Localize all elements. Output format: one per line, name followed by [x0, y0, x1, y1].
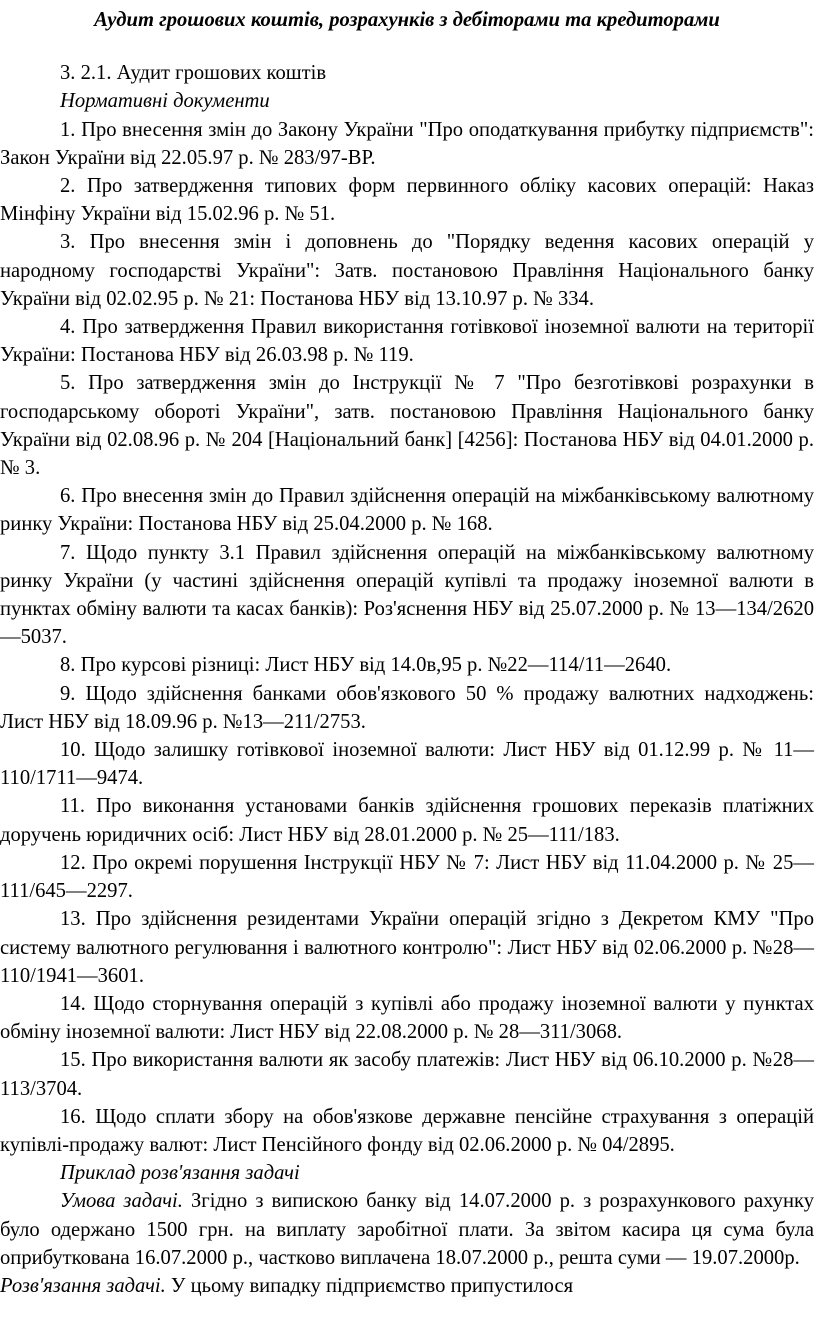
section-heading: 3. 2.1. Аудит грошових коштів [60, 62, 327, 85]
list-item: 10. Щодо залишку готівкової іноземної валюти: Лист НБУ від 01.12.99 р. № 11—110/1711—9474. [0, 739, 814, 790]
solution-label: Розв'язання задачі. [0, 1274, 166, 1297]
condition-label: Умова задачі. [60, 1190, 183, 1213]
example-heading: Приклад розв'язання задачі [60, 1162, 300, 1185]
list-item: 16. Щодо сплати збору на обов'язкове державне пенсійне страхування з операцій купівлі-продажу валют: Лист Пенсійного фонду від 02.06.2000 р. № 04/2895. [0, 1105, 814, 1156]
solution-text: У цьому випадку підприємство припустилося [165, 1274, 574, 1297]
list-item: 5. Про затвердження змін до Інструкції № 7 "Про безготівкові розрахунки в господарському обороті України", затв. постановою Правління Національного банку України від 02.08.96 р. № 204 [Національний банк] [4256]: Постанова НБУ від 04.01.2000 р. № 3. [0, 372, 814, 480]
page-title: Аудит грошових коштів, розрахунків з дебіторами та кредиторами [94, 9, 720, 31]
section-subheading: Нормативні документи [60, 90, 270, 113]
list-item: 9. Щодо здійснення банками обов'язкового 50 % продажу валютних надходжень: Лист НБУ від 18.09.96 р. №13—211/2753. [0, 682, 814, 733]
example-condition [0, 1187, 814, 1272]
list-item: 4. Про затвердження Правил використання готівкової іноземної валюти на території України: Постанова НБУ від 26.03.98 р. № 119. [0, 316, 814, 367]
list-item: 15. Про використання валюти як засобу платежів: Лист НБУ від 06.10.2000 р. №28—113/3704. [0, 1049, 814, 1100]
list-item: 6. Про внесення змін до Правил здійснення операцій на міжбанківському валютному ринку України: Постанова НБУ від 25.04.2000 р. № 168. [0, 485, 814, 536]
list-item: 14. Щодо сторнування операцій з купівлі або продажу іноземної валюти у пунктах обміну іноземної валюти: Лист НБУ від 22.08.2000 р. № 28—311/3068. [0, 992, 814, 1044]
list-item: 13. Про здійснення резидентами України операцій згідно з Декретом КМУ "Про систему валютного регулювання і валютного контролю": Лист НБУ від 02.06.2000 р. №28— 110/1941—3601. [0, 908, 814, 987]
list-item: 1. Про внесення змін до Закону України "Про оподаткування прибутку підприємств": Закон України від 22.05.97 р. № 283/97-ВР. [0, 118, 814, 169]
condition-text: Згідно з випискою банку від 14.07.2000 р. з розрахункового рахунку було одержано 1500 грн. на виплату заробітної плати. За звітом касира ця сума була оприбуткована 16.07.2000 р., частково виплачена 18.07.2000 р., решта суми — 19.07.2000р. [0, 1190, 815, 1269]
list-item: 2. Про затвердження типових форм первинного обліку касових операцій: Наказ Мінфіну України від 15.02.96 р. № 51. [0, 175, 814, 226]
list-item: 11. Про виконання установами банків здійснення грошових переказів платіжних доручень юридичних осіб: Лист НБУ від 28.01.2000 р. № 25—111/183. [0, 795, 814, 846]
list-item: 8. Про курсові різниці: Лист НБУ від 14.0в,95 р. №22—114/11—2640. [60, 654, 672, 677]
list-item: 7. Щодо пункту 3.1 Правил здійснення операцій на міжбанківському валютному ринку України (у частині здійснення операцій купівлі та продажу іноземної валюти в пунктах обміну валюти та касах банків): Роз'яснення НБУ від 25.07.2000 р. № 13—134/2620—5037. [0, 541, 814, 649]
list-item: 12. Про окремі порушення Інструкції НБУ № 7: Лист НБУ від 11.04.2000 р. № 25—111/645—2297. [0, 851, 814, 903]
example-solution [0, 1272, 814, 1300]
list-item: 3. Про внесення змін і доповнень до "Порядку ведення касових операцій у народному господарстві України": Затв. постановою Правління Національного банку України від 02.02.95 р. № 21: Постанова НБУ від 13.10.97 р. № 334. [0, 231, 814, 310]
